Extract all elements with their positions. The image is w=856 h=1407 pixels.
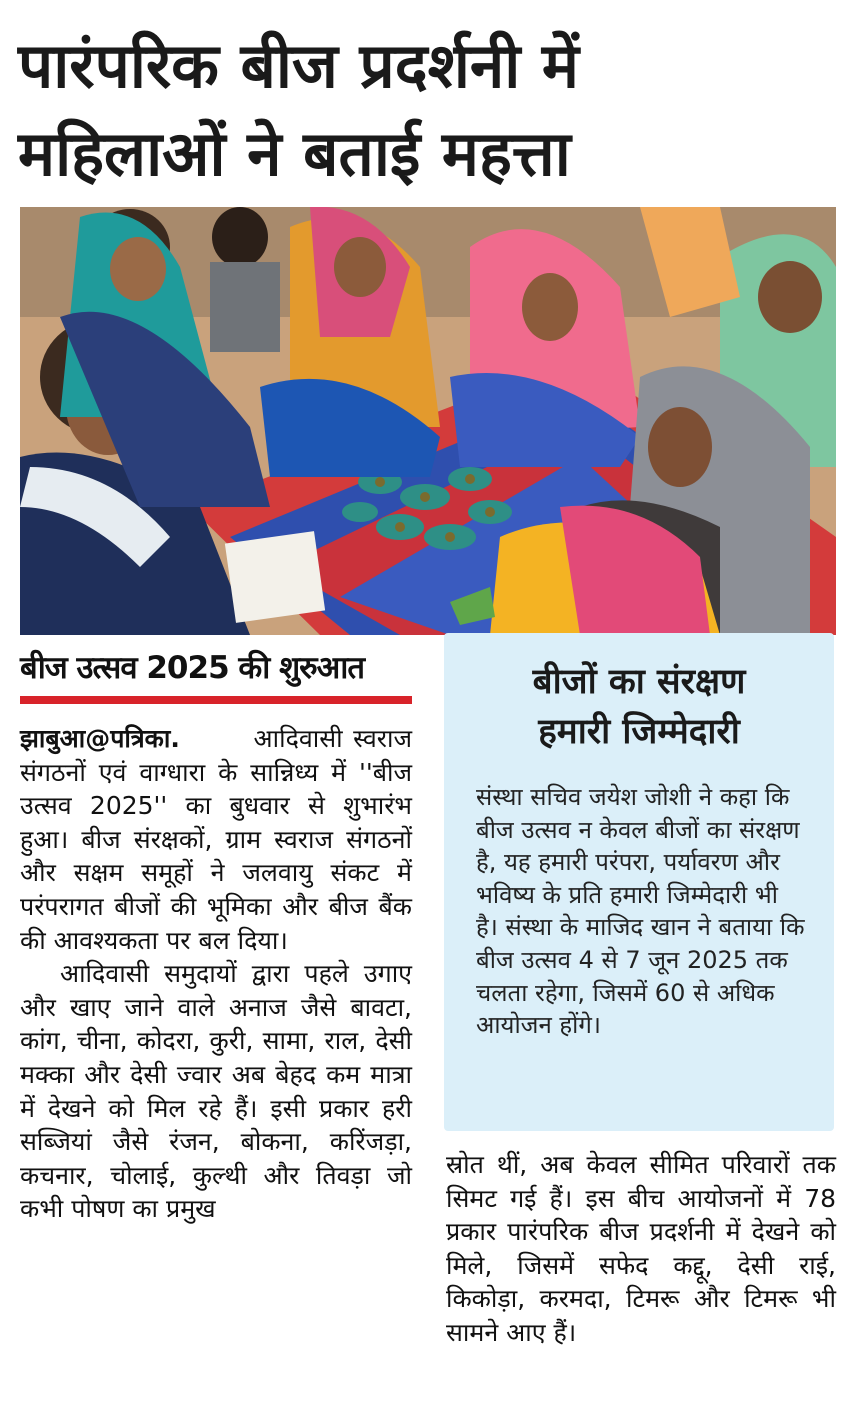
left-column (20, 722, 412, 1226)
subheading: बीज उत्सव 2025 की शुरुआत (20, 650, 365, 686)
headline (18, 22, 848, 198)
right-column (446, 1148, 836, 1350)
red-rule (20, 696, 412, 704)
headline-line-2: महिलाओं ने बताई महत्ता (18, 117, 571, 190)
box-title (444, 657, 834, 757)
right-column-text: स्रोत थीं, अब केवल सीमित परिवारों तक सिमट गई हैं। इस बीच आयोजनों में 78 प्रकार पारंपरिक बीज प्रदर्शनी में देखने को मिले, जिसमें सफेद कद्दू, देसी राई, किकोड़ा, करमदा, टिमरू और टिमरू भी सामने आए हैं। (446, 1150, 836, 1347)
news-photo (20, 207, 836, 635)
paragraph-1 (20, 722, 412, 957)
paragraph-2: आदिवासी समुदायों द्वारा पहले उगाए और खाए जाने वाले अनाज जैसे बावटा, कांग, चीना, कोदरा, कुरी, सामा, राल, देसी मक्का और देसी ज्वार अब बेहद कम मात्रा में देखने को मिल रहे हैं। इसी प्रकार हरी सब्जियां जैसे रंजन, बोकना, करिंजड़ा, कचनार, चोलाई, कुल्थी और तिवड़ा जो कभी पोषण का प्रमुख (20, 959, 412, 1224)
sidebar-box (444, 633, 834, 1131)
paragraph-1-text: आदिवासी स्वराज संगठनों एवं वाग्धारा के सान्निध्य में ''बीज उत्सव 2025'' का बुधवार से शुभारंभ हुआ। बीज संरक्षकों, ग्राम स्वराज संगठनों और सक्षम समूहों ने जलवायु संकट में परंपरागत बीजों की भूमिका और बीज बैंक की आवश्यकता पर बल दिया। (20, 724, 412, 955)
dateline: झाबुआ@पत्रिका. (20, 724, 180, 753)
headline-line-1: पारंपरिक बीज प्रदर्शनी में (18, 29, 580, 102)
photo-women-seed-exhibition-icon (20, 207, 836, 635)
box-title-line-2: हमारी जिम्मेदारी (538, 712, 740, 752)
box-body: संस्था सचिव जयेश जोशी ने कहा कि बीज उत्सव न केवल बीजों का संरक्षण है, यह हमारी परंपरा, पर्यावरण और भविष्य के प्रति हमारी जिम्मेदारी भी है। संस्था के माजिद खान ने बताया कि बीज उत्सव 4 से 7 जून 2025 तक चलता रहेगा, जिसमें 60 से अधिक आयोजन होंगे। (476, 783, 805, 1040)
box-title-line-1: बीजों का संरक्षण (532, 662, 746, 702)
